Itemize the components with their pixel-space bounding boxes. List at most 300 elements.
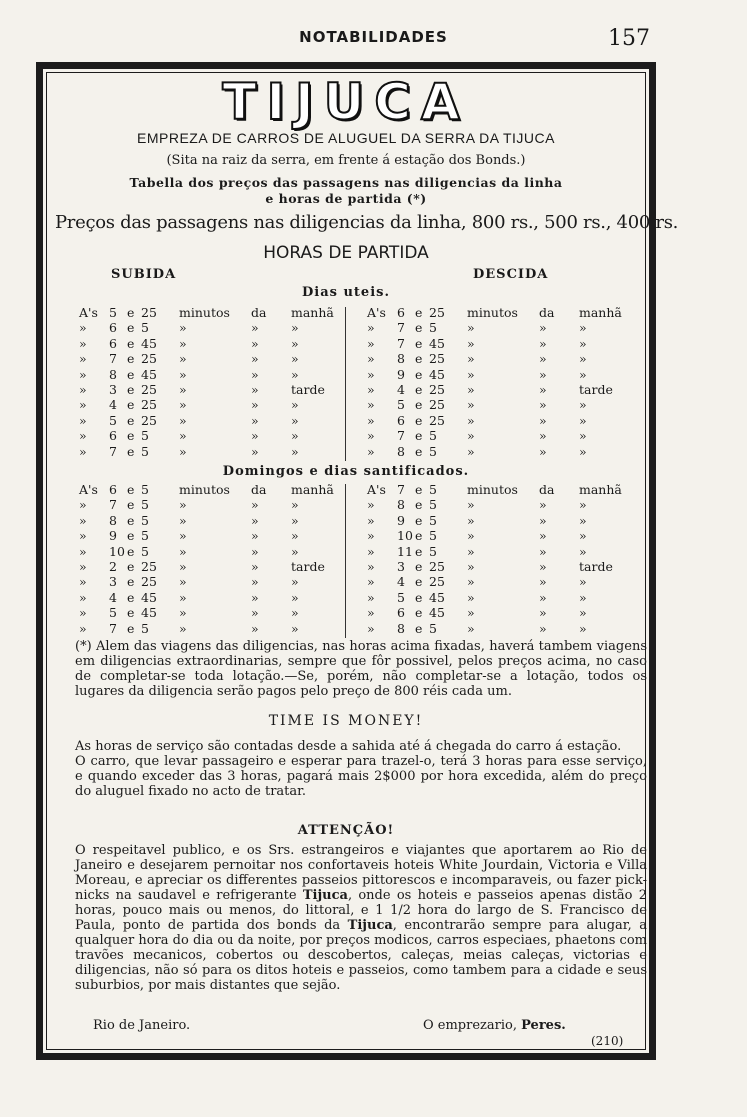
timetable-cell: minutos [467, 482, 518, 497]
timetable-cell: 25 [141, 574, 157, 590]
timetable-cell: e [127, 443, 135, 459]
timetable-cell: » [367, 397, 375, 413]
timetable-cell: e [415, 382, 423, 397]
timetable-cell: 6 [109, 320, 117, 336]
timetable-cell: » [179, 412, 187, 428]
timetable-cell: » [579, 620, 587, 636]
timetable-cell: 4 [109, 397, 117, 413]
timetable-cell: » [251, 574, 259, 590]
timetable-cell: » [467, 574, 475, 590]
footnote-paragraph [75, 639, 647, 699]
timetable-cell: 25 [429, 351, 445, 367]
timetable-cell: » [367, 574, 375, 590]
timetable-cell: minutos [179, 305, 230, 320]
timetable-cell: 10 [397, 528, 413, 544]
timetable-cell: » [79, 397, 87, 413]
timetable-cell: » [79, 620, 87, 636]
timetable-cell: 25 [141, 382, 157, 397]
attencao-heading: ATTENÇÃO! [297, 823, 395, 838]
timetable-cell: e [127, 589, 135, 605]
timetable-cell: 5 [141, 482, 149, 497]
timetable-cell: e [415, 428, 423, 444]
timetable-cell: 4 [397, 574, 405, 590]
timetable-cell: » [539, 351, 547, 367]
timetable-cell: » [291, 320, 299, 336]
timetable-cell: » [179, 382, 187, 397]
timetable-cell: 5 [141, 543, 149, 559]
timetable-cell: 6 [109, 482, 117, 497]
timetable-cell: 7 [397, 482, 405, 497]
timetable-cell: e [127, 497, 135, 513]
timetable-cell: tarde [291, 382, 325, 397]
timetable-cell: » [291, 428, 299, 444]
timetable-cell: da [539, 482, 555, 497]
timetable-cell: » [467, 335, 475, 351]
timetable-cell: » [291, 574, 299, 590]
timetable-cell: » [467, 443, 475, 459]
page-number: 157 [608, 26, 650, 51]
timetable-cell: » [467, 428, 475, 444]
timetable-cell: » [291, 512, 299, 528]
timetable-cell: » [79, 497, 87, 513]
timetable-cell: 9 [109, 528, 117, 544]
column-heading-subida: SUBIDA [111, 267, 177, 282]
timetable-cell: » [179, 351, 187, 367]
timetable-cell: 25 [429, 574, 445, 590]
timetable-cell: A's [367, 305, 386, 320]
timetable-cell: e [127, 620, 135, 636]
timetable-cell: » [179, 512, 187, 528]
timetable-cell: » [539, 528, 547, 544]
timetable-cell: e [415, 605, 423, 621]
timetable-cell: 45 [429, 366, 445, 382]
timetable-cell: 25 [429, 559, 445, 574]
timetable-cell: » [79, 366, 87, 382]
timetable-cell: A's [79, 305, 98, 320]
timetable-cell: » [367, 428, 375, 444]
timetable-cell: 5 [109, 605, 117, 621]
timetable-cell: e [415, 305, 423, 320]
timetable-cell: 25 [141, 351, 157, 367]
timetable-cell: e [127, 320, 135, 336]
logo-tijuca: TIJUCA [222, 73, 470, 131]
timetable-cell: 5 [141, 428, 149, 444]
timetable-cell: » [539, 559, 547, 574]
timetable-cell: » [467, 528, 475, 544]
timetable-cell: » [79, 428, 87, 444]
timetable-cell: » [467, 412, 475, 428]
timetable-cell: e [415, 512, 423, 528]
timetable-cell: 5 [429, 543, 437, 559]
timetable-cell: » [367, 497, 375, 513]
timetable-cell: » [179, 497, 187, 513]
timetable-cell: 2 [109, 559, 117, 574]
timetable-cell: » [367, 559, 375, 574]
timetable-cell: 10 [109, 543, 125, 559]
timetable-cell: e [127, 366, 135, 382]
timetable-cell: e [415, 482, 423, 497]
timetable-cell: manhã [579, 482, 622, 497]
timetable-cell: » [179, 528, 187, 544]
timetable-cell: 8 [397, 443, 405, 459]
timetable-cell: 25 [429, 305, 445, 320]
timetable-cell: » [79, 382, 87, 397]
timetable-cell: » [539, 428, 547, 444]
timetable-cell: e [415, 559, 423, 574]
timetable-cell: 5 [429, 512, 437, 528]
timetable-cell: » [179, 397, 187, 413]
timetable-cell: 5 [397, 589, 405, 605]
timetable-cell: 8 [109, 366, 117, 382]
service-paragraphs [75, 739, 647, 799]
column-divider [345, 484, 346, 638]
column-heading-descida: DESCIDA [473, 267, 549, 282]
timetable-cell: 7 [397, 428, 405, 444]
timetable-cell: » [291, 412, 299, 428]
timetable-cell: 5 [429, 528, 437, 544]
timetable-cell: » [251, 559, 259, 574]
timetable-cell: 8 [397, 351, 405, 367]
timetable-cell: A's [79, 482, 98, 497]
timetable-cell: » [179, 443, 187, 459]
timetable-cell: 25 [429, 382, 445, 397]
timetable-cell: » [467, 366, 475, 382]
timetable-cell: » [79, 559, 87, 574]
timetable-cell: » [579, 443, 587, 459]
timetable-cell: e [415, 351, 423, 367]
timetable-cell: 25 [429, 412, 445, 428]
timetable-cell: » [291, 366, 299, 382]
timetable-cell: » [179, 428, 187, 444]
timetable-cell: » [539, 589, 547, 605]
timetable-cell: » [291, 605, 299, 621]
timetable-cell: » [79, 335, 87, 351]
timetable-cell: » [251, 428, 259, 444]
timetable-cell: 5 [429, 428, 437, 444]
timetable-cell: » [467, 497, 475, 513]
running-head-title: NOTABILIDADES [299, 28, 448, 46]
timetable-cell: 5 [141, 528, 149, 544]
timetable-cell: » [179, 543, 187, 559]
timetable-cell: » [251, 605, 259, 621]
timetable-cell: » [251, 528, 259, 544]
timetable-cell: » [291, 443, 299, 459]
timetable-cell: 5 [109, 305, 117, 320]
timetable-cell: » [579, 512, 587, 528]
timetable-cell: » [467, 559, 475, 574]
attencao-paragraph [75, 843, 647, 993]
timetable-cell: 6 [109, 335, 117, 351]
timetable-cell: e [415, 366, 423, 382]
timetable-cell: 11 [397, 543, 413, 559]
timetable-cell: 7 [397, 335, 405, 351]
timetable-cell: » [79, 412, 87, 428]
timetable-cell: 5 [429, 320, 437, 336]
section-title-domingos: Domingos e dias santificados. [222, 464, 470, 479]
timetable-cell: » [579, 605, 587, 621]
advertisement-frame [36, 62, 679, 1060]
timetable-cell: 6 [397, 305, 405, 320]
timetable-cell: minutos [179, 482, 230, 497]
fares-line: Preços das passagens nas diligencias da linha, 800 rs., 500 rs., 400 rs. [55, 212, 679, 233]
timetable-cell: » [251, 335, 259, 351]
company-name: EMPREZA DE CARROS DE ALUGUEL DA SERRA DA TIJUCA [137, 130, 555, 146]
timetable-cell: » [579, 320, 587, 336]
timetable-cell: » [467, 320, 475, 336]
timetable-cell: » [539, 443, 547, 459]
timetable-cell: 7 [109, 443, 117, 459]
timetable-cell: » [579, 497, 587, 513]
timetable-cell: » [467, 620, 475, 636]
signature-by: O emprezario, Peres. [423, 1018, 566, 1033]
timetable-cell: » [291, 620, 299, 636]
timetable-cell: » [251, 397, 259, 413]
timetable-cell: » [79, 574, 87, 590]
timetable-cell: 25 [429, 397, 445, 413]
timetable-cell: » [79, 605, 87, 621]
timetable-cell: » [251, 382, 259, 397]
timetable-cell: e [415, 497, 423, 513]
timetable-cell: » [579, 428, 587, 444]
timetable-cell: 45 [141, 335, 157, 351]
timetable-cell: e [127, 482, 135, 497]
ad-number: (210) [591, 1034, 624, 1048]
timetable-cell: » [251, 443, 259, 459]
timetable-cell: » [291, 589, 299, 605]
timetable-cell: » [467, 589, 475, 605]
timetable-cell: » [539, 620, 547, 636]
timetable-cell: » [291, 528, 299, 544]
timetable-cell: » [579, 351, 587, 367]
timetable-cell: » [539, 497, 547, 513]
timetable-cell: 5 [429, 482, 437, 497]
timetable-cell: » [179, 320, 187, 336]
timetable-cell: » [467, 382, 475, 397]
timetable-cell: » [291, 497, 299, 513]
timetable-cell: 6 [397, 605, 405, 621]
timetable-cell: » [539, 605, 547, 621]
timetable-cell: » [367, 412, 375, 428]
timetable-cell: » [539, 574, 547, 590]
tabella-heading-line1: Tabella dos preços das passagens nas diligencias da linha [129, 175, 563, 190]
timetable-cell: » [467, 605, 475, 621]
timetable-cell: 45 [141, 366, 157, 382]
timetable-cell: » [579, 397, 587, 413]
timetable-cell: » [79, 320, 87, 336]
timetable-cell: » [291, 335, 299, 351]
timetable-cell: 8 [109, 512, 117, 528]
footnote-text: (*) Alem das viagens das diligencias, nas horas acima fixadas, haverá tambem viagens em diligencias extraordinarias, sempre que fôr possivel, pelos preços acima, no caso de completar-se toda lotação.—Se, porém, não completar-se a lotação, todos os lugares da diligencia serão pagos pelo preço de 800 réis cada um. [75, 639, 647, 699]
timetable-cell: » [79, 528, 87, 544]
timetable-cell: » [179, 574, 187, 590]
timetable-cell: 7 [109, 620, 117, 636]
timetable-cell: e [127, 305, 135, 320]
timetable-cell: » [251, 351, 259, 367]
timetable-cell: » [79, 351, 87, 367]
timetable-cell: 45 [141, 605, 157, 621]
timetable-cell: 25 [141, 397, 157, 413]
section-title-dias-uteis: Dias uteis. [302, 285, 390, 300]
timetable-cell: » [291, 397, 299, 413]
timetable-cell: 6 [109, 428, 117, 444]
timetable-cell: 3 [109, 382, 117, 397]
timetable-cell: » [539, 512, 547, 528]
timetable-cell: » [79, 543, 87, 559]
timetable-cell: e [415, 528, 423, 544]
timetable-cell: e [415, 620, 423, 636]
timetable-cell: 5 [109, 412, 117, 428]
timetable-cell: 5 [429, 443, 437, 459]
timetable-cell: » [79, 589, 87, 605]
timetable-cell: » [579, 366, 587, 382]
timetable-cell: 9 [397, 512, 405, 528]
timetable-cell: 5 [141, 620, 149, 636]
timetable-cell: » [539, 382, 547, 397]
timetable-cell: » [179, 559, 187, 574]
timetable-cell: 3 [109, 574, 117, 590]
timetable-cell: » [367, 335, 375, 351]
timetable-cell: 7 [109, 497, 117, 513]
timetable-cell: e [127, 412, 135, 428]
timetable-cell: » [251, 412, 259, 428]
timetable-cell: » [367, 528, 375, 544]
timetable-cell: » [367, 382, 375, 397]
timetable-cell: » [251, 543, 259, 559]
timetable-cell: » [367, 351, 375, 367]
timetable-cell: » [579, 528, 587, 544]
timetable-cell: tarde [579, 559, 613, 574]
timetable-cell: 25 [141, 412, 157, 428]
timetable-cell: minutos [467, 305, 518, 320]
timetable-cell: 45 [429, 605, 445, 621]
signature-place: Rio de Janeiro. [93, 1018, 191, 1033]
timetable-cell: da [251, 305, 267, 320]
service-hours-text: As horas de serviço são contadas desde a sahida até á chegada do carro á estação. [75, 739, 622, 754]
timetable-cell: » [539, 543, 547, 559]
timetable-cell: » [367, 589, 375, 605]
timetable-cell: e [415, 320, 423, 336]
timetable-cell: » [179, 335, 187, 351]
timetable-cell: e [127, 428, 135, 444]
timetable-cell: 4 [397, 382, 405, 397]
timetable-cell: 5 [141, 320, 149, 336]
timetable-cell: » [467, 351, 475, 367]
timetable-cell: » [251, 366, 259, 382]
timetable-cell: 3 [397, 559, 405, 574]
timetable-cell: 8 [397, 497, 405, 513]
timetable-cell: » [251, 320, 259, 336]
timetable-cell: e [415, 589, 423, 605]
timetable-cell: da [251, 482, 267, 497]
timetable-cell: » [539, 366, 547, 382]
timetable-cell: » [539, 412, 547, 428]
timetable-cell: » [291, 543, 299, 559]
timetable-cell: » [367, 443, 375, 459]
timetable-cell: 4 [109, 589, 117, 605]
timetable-cell: » [251, 497, 259, 513]
timetable-cell: e [127, 512, 135, 528]
timetable-cell: » [367, 320, 375, 336]
timetable-cell: » [579, 589, 587, 605]
timetable-cell: » [367, 543, 375, 559]
timetable-cell: e [127, 335, 135, 351]
timetable-cell: e [127, 351, 135, 367]
timetable-cell: » [579, 412, 587, 428]
timetable-cell: » [179, 605, 187, 621]
timetable-cell: » [579, 574, 587, 590]
time-is-money: TIME IS MONEY! [268, 713, 424, 729]
timetable-cell: 5 [429, 620, 437, 636]
timetable-cell: » [179, 589, 187, 605]
timetable-cell: » [251, 512, 259, 528]
timetable-cell: e [127, 605, 135, 621]
timetable-cell: e [415, 335, 423, 351]
signature-name: Peres. [521, 1018, 566, 1033]
timetable-cell: » [367, 366, 375, 382]
timetable-cell: 5 [141, 443, 149, 459]
timetable-cell: e [127, 559, 135, 574]
timetable-cell: » [79, 512, 87, 528]
timetable-cell: tarde [291, 559, 325, 574]
timetable-cell: » [367, 512, 375, 528]
timetable-cell: » [367, 605, 375, 621]
timetable-cell: 9 [397, 366, 405, 382]
departures-title: HORAS DE PARTIDA [263, 243, 429, 263]
timetable-cell: A's [367, 482, 386, 497]
timetable-cell: manhã [579, 305, 622, 320]
timetable-cell: » [251, 589, 259, 605]
timetable-cell: e [415, 543, 423, 559]
timetable-cell: » [179, 366, 187, 382]
timetable-cell: 8 [397, 620, 405, 636]
timetable-cell: » [579, 543, 587, 559]
timetable-cell: e [415, 412, 423, 428]
timetable-cell: » [467, 397, 475, 413]
timetable-cell: e [127, 543, 135, 559]
timetable-cell: 7 [397, 320, 405, 336]
timetable-cell: 45 [141, 589, 157, 605]
timetable-cell: » [539, 335, 547, 351]
timetable-cell: » [79, 443, 87, 459]
timetable-cell: » [467, 512, 475, 528]
waiting-fee-text: O carro, que levar passageiro e esperar para trazel-o, terá 3 horas para esse serviço, e quando exceder das 3 horas, pagará mais 2$000 por hora excedida, além do preço do aluguel fixado no acto de tratar. [75, 754, 647, 799]
timetable-cell: » [179, 620, 187, 636]
timetable-cell: e [127, 382, 135, 397]
timetable-cell: » [367, 620, 375, 636]
timetable-cell: 5 [429, 497, 437, 513]
timetable-cell: e [415, 397, 423, 413]
column-divider [345, 307, 346, 461]
timetable-cell: 5 [141, 497, 149, 513]
timetable-cell: 25 [141, 559, 157, 574]
company-location: (Sita na raiz da serra, em frente á estação dos Bonds.) [166, 153, 526, 168]
timetable-cell: e [127, 397, 135, 413]
timetable-cell: da [539, 305, 555, 320]
timetable-cell: 45 [429, 335, 445, 351]
timetable-cell: 7 [109, 351, 117, 367]
timetable-cell: 5 [141, 512, 149, 528]
timetable-cell: manhã [291, 482, 334, 497]
timetable-cell: e [415, 574, 423, 590]
timetable-cell: » [539, 397, 547, 413]
timetable-cell: 25 [141, 305, 157, 320]
timetable-cell: e [127, 528, 135, 544]
timetable-cell: tarde [579, 382, 613, 397]
timetable-cell: 5 [397, 397, 405, 413]
timetable-cell: » [539, 320, 547, 336]
tabella-heading-line2: e horas de partida (*) [265, 191, 427, 206]
attencao-text: O respeitavel publico, e os Srs. estrangeiros e viajantes que aportarem ao Rio de Janeiro e desejarem pernoitar nos confortaveis hoteis White Jourdain, Victoria e Villa Moreau, e apreciar os differentes passeios pittorescos e incomparaveis, ou fazer pick-nicks na saudavel e refrigerante Tijuca, onde os hoteis e passeios apenas distão 2 horas, pouco mais ou menos, do littoral, e 1 1/2 hora do largo de S. Francisco de Paula, ponto de partida dos bonds da Tijuca, encontrarão sempre para alugar, a qualquer hora do dia ou da noite, por preços modicos, carros especiaes, phaetons com travões mecanicos, cobertos ou descobertos, caleças, meias caleças, victorias e diligencias, não só para os ditos hoteis e passeios, como tambem para a cidade e seus suburbios, por mais distantes que sejão. [75, 843, 648, 993]
